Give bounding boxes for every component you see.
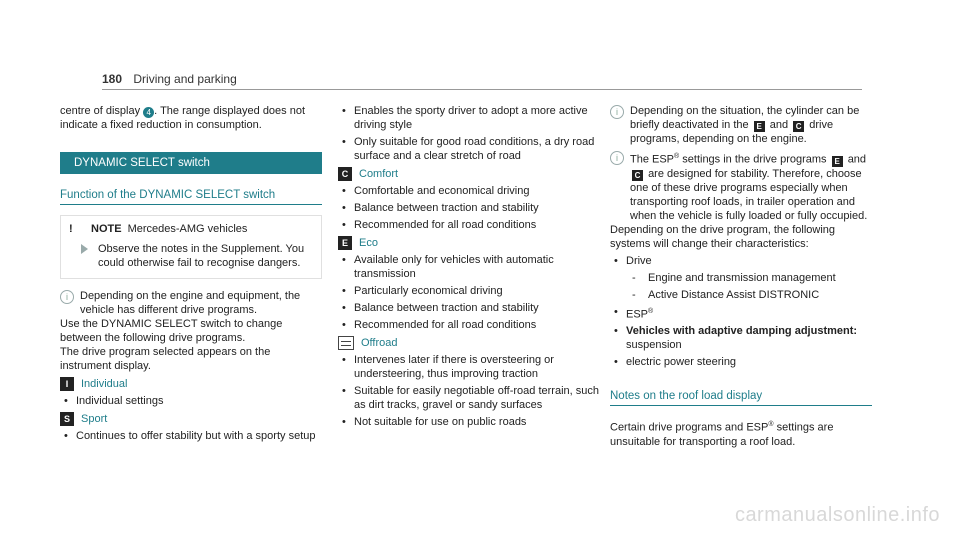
info-note: i Depending on the situation, the cylinder can be briefly deactivated in the E and C drive programs, depending on the engine. [610,104,872,146]
offroad-mode-icon [338,336,354,350]
info-note: i The ESP® settings in the drive programs E and C are designed for stability. Therefore, choose one of these drive programs especially when transporting roof loads, in trailer operation and when the vehicle is fully loaded or fully occupied. [610,150,872,223]
list-item: • ESP® [614,305,654,321]
note-item: Observe the notes in the Supplement. You could otherwise fail to recognise dangers. [98,243,305,269]
note-text: Mercedes-AMG vehicles [127,223,248,235]
comfort-chip-icon: C [632,170,643,181]
subsection-heading: Notes on the roof load display [610,389,872,406]
column-3 [610,104,872,449]
watermark: carmanualsonline.info [734,504,940,526]
mode-label: Eco [359,237,378,249]
comfort-chip-icon: C [793,121,804,132]
warning-icon: ! [69,223,73,235]
list-item: • Balance between traction and stability [342,302,539,314]
mode-sport [60,412,322,426]
intro-paragraph: centre of display 4 . The range displayed does not indicate a fixed reduction in consumption. [60,105,306,131]
info-icon: i [610,151,624,165]
list-item: • Drive [614,254,652,267]
paragraph: Certain drive programs and ESP® settings are unsuitable for transporting a roof load. [610,421,834,448]
info-icon: i [610,105,624,119]
list-item: • Enables the sporty driver to adopt a more active driving style [342,105,588,131]
note-title: NOTE [91,223,122,235]
eco-chip-icon: E [832,156,843,167]
list-item: • Available only for vehicles with automatic transmission [342,254,554,280]
list-item: • Not suitable for use on public roads [342,416,527,428]
sub-list-item: - Active Distance Assist DISTRONIC [632,288,820,301]
mode-label: Individual [81,378,128,390]
page-number: 180 [102,72,123,86]
eco-mode-icon: E [338,236,352,250]
column-1 [60,104,322,443]
note-box [60,215,322,279]
list-item: • Continues to offer stability but with a sporty setup [64,430,316,442]
info-icon: i [60,290,74,304]
display-number-icon: 4 [143,107,154,118]
paragraph: Use the DYNAMIC SELECT switch to change between the following drive programs. [60,318,283,344]
header-rule [102,89,862,90]
list-item: • Particularly economical driving [342,285,503,297]
list-item: • Suitable for easily negotiable off-road terrain, such as dirt tracks, gravel or sandy surfaces [342,385,599,411]
column-2 [338,104,600,429]
list-item: • electric power steering [614,356,737,369]
section-title: Driving and parking [133,72,237,86]
mode-label: Sport [81,413,108,425]
mode-comfort [338,167,600,181]
mode-label: Comfort [359,168,399,180]
comfort-mode-icon: C [338,167,352,181]
list-item: • Individual settings [64,395,164,407]
list-item: • Recommended for all road conditions [342,219,537,231]
mode-offroad [338,336,600,350]
list-item: • Comfortable and economical driving [342,185,530,197]
list-item: • Recommended for all road conditions [342,319,537,331]
paragraph: The drive program selected appears on the instrument display. [60,346,271,372]
list-item: • Only suitable for good road conditions, a dry road surface and a clear stretch of road [342,136,595,162]
list-item: • Intervenes later if there is oversteering or understeering, thus improving traction [342,354,554,380]
sport-mode-icon: S [60,412,74,426]
mode-eco [338,236,600,250]
paragraph: Depending on the drive program, the following systems will change their characteristics: [610,223,836,250]
individual-mode-icon: I [60,377,74,391]
page-header [102,72,237,86]
section-banner: DYNAMIC SELECT switch [60,152,322,174]
subsection-heading: Function of the DYNAMIC SELECT switch [60,188,322,205]
mode-individual [60,377,322,391]
sub-list-item: - Engine and transmission management [632,271,836,284]
list-item: • Balance between traction and stability [342,202,539,214]
triangle-bullet-icon [81,244,88,254]
info-note: i Depending on the engine and equipment, the vehicle has different drive programs. [60,289,322,317]
list-item: • Vehicles with adaptive damping adjustment: suspension [614,325,858,352]
mode-label: Offroad [361,337,398,349]
eco-chip-icon: E [754,121,765,132]
